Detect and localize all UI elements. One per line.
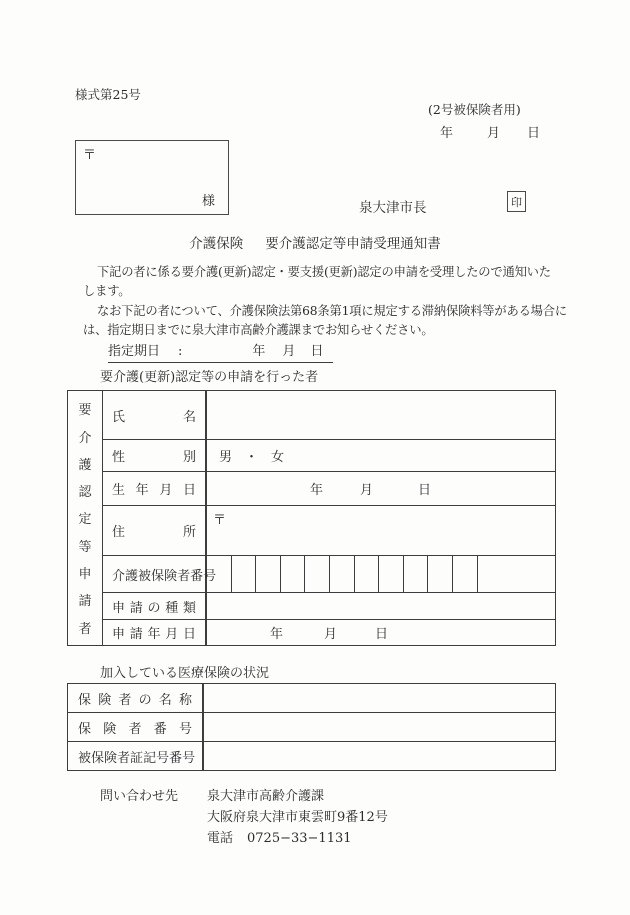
table-row-gender bbox=[103, 440, 555, 472]
insured-number-cells bbox=[207, 556, 555, 592]
header-date-day: 日 bbox=[527, 126, 541, 141]
insured-number-label-cell bbox=[103, 556, 217, 592]
contact-address: 大阪府泉大津市東雲町9番12号 bbox=[207, 810, 388, 825]
issuer-title: 泉大津市長 bbox=[359, 200, 427, 216]
insured-number-label: 介 護 被 保 険 者 番 号 bbox=[112, 568, 217, 584]
address-label-cell bbox=[103, 506, 207, 555]
table-row-application-type bbox=[103, 593, 555, 620]
table-row-address bbox=[103, 506, 555, 556]
deadline-line bbox=[108, 340, 333, 363]
contact-phone-line bbox=[207, 827, 352, 846]
body-paragraph1-line2: します。 bbox=[83, 284, 131, 298]
application-date-year: 年 bbox=[270, 627, 284, 642]
deadline-month: 月 bbox=[282, 344, 296, 359]
insured-number-cell bbox=[207, 556, 232, 592]
address-postal-mark-icon: 〒 bbox=[213, 513, 227, 528]
body-paragraph2-line2: は、指定期日までに泉大津市高齢介護課までお知らせください。 bbox=[83, 323, 434, 337]
deadline-day: 日 bbox=[310, 344, 324, 359]
contact-office: 泉大津市高齢介護課 bbox=[207, 789, 325, 804]
deadline-colon: : bbox=[178, 344, 183, 359]
header-date bbox=[440, 122, 540, 141]
name-label-cell bbox=[103, 391, 207, 439]
gender-value-cell bbox=[207, 440, 555, 471]
seal-stamp bbox=[507, 191, 526, 212]
insured-number-cell bbox=[428, 556, 453, 592]
header-date-year: 年 bbox=[440, 126, 454, 141]
insurance-table bbox=[67, 683, 556, 771]
name-label: 氏 名 bbox=[112, 409, 196, 425]
insurer-number-label-cell bbox=[68, 713, 204, 741]
header-date-month: 月 bbox=[487, 126, 501, 141]
application-type-label: 申 請 の 種 類 bbox=[112, 600, 196, 616]
application-type-value-cell bbox=[207, 593, 555, 619]
applicant-table bbox=[67, 390, 556, 646]
gender-label-cell bbox=[103, 440, 207, 471]
audience-note: (2号被保険者用) bbox=[428, 102, 521, 117]
application-date-label-cell bbox=[103, 620, 207, 645]
application-date-day: 日 bbox=[375, 627, 389, 642]
insured-number-cell bbox=[355, 556, 380, 592]
table-row-birthdate bbox=[103, 472, 555, 506]
gender-label: 性 別 bbox=[112, 450, 196, 465]
recipient-honorific: 様 bbox=[201, 194, 215, 209]
contact-phone-label: 電話 bbox=[207, 831, 234, 846]
insured-card-number-label-cell bbox=[68, 742, 204, 770]
birthdate-label-cell bbox=[103, 472, 207, 505]
applicant-table-side-label: 要 介 護 認 定 等 申 請 者 bbox=[78, 403, 92, 637]
body-paragraph1-line1: 下記の者に係る要介護(更新)認定・要支援(更新)認定の申請を受理したので通知いた bbox=[97, 265, 551, 279]
recipient-address-box bbox=[75, 140, 229, 215]
birthdate-label: 生 年 月 日 bbox=[112, 483, 196, 498]
insured-card-number-value-cell bbox=[204, 742, 555, 770]
application-date-value-cell bbox=[207, 620, 555, 645]
table-row-application-date bbox=[103, 620, 555, 645]
postal-mark-icon: 〒 bbox=[83, 148, 97, 163]
insurer-number-label: 保 険 者 番 号 bbox=[78, 721, 192, 737]
address-value-cell bbox=[207, 506, 555, 555]
birthdate-year: 年 bbox=[310, 483, 324, 498]
insured-number-cell bbox=[453, 556, 478, 592]
document-title-main: 要介護認定等申請受理通知書 bbox=[265, 236, 441, 252]
table-row-insurer-number bbox=[68, 713, 555, 742]
applicant-table-side-column bbox=[68, 391, 103, 645]
insured-number-value-cell bbox=[207, 556, 555, 592]
address-label: 住 所 bbox=[112, 525, 196, 540]
application-date-month: 月 bbox=[324, 627, 338, 642]
body-paragraph2-line1: なお下記の者について、介護保険法第68条第1項に規定する滞納保険料等がある場合に bbox=[97, 304, 567, 318]
insured-number-cell bbox=[379, 556, 404, 592]
table-row-insurer-name bbox=[68, 684, 555, 713]
name-value-cell bbox=[207, 391, 555, 439]
insurance-section-heading: 加入している医療保険の状況 bbox=[100, 666, 270, 681]
document-title bbox=[0, 232, 630, 252]
form-number: 様式第25号 bbox=[75, 87, 141, 102]
insured-number-cell bbox=[232, 556, 257, 592]
seal-character: 印 bbox=[511, 195, 522, 209]
insured-number-cell bbox=[330, 556, 355, 592]
contact-phone-number: 0725−33−1131 bbox=[247, 831, 352, 846]
insurer-name-label: 保 険 者 の 名 称 bbox=[78, 692, 192, 708]
insured-number-cell bbox=[305, 556, 330, 592]
contact-label: 問い合わせ先 bbox=[100, 789, 179, 804]
birthdate-month: 月 bbox=[360, 483, 374, 498]
applicant-section-heading: 要介護(更新)認定等の申請を行った者 bbox=[100, 370, 319, 385]
application-type-label-cell bbox=[103, 593, 207, 619]
insured-number-cell bbox=[256, 556, 281, 592]
insurer-name-label-cell bbox=[68, 684, 204, 712]
birthdate-value-cell bbox=[207, 472, 555, 505]
insurer-name-value-cell bbox=[204, 684, 555, 712]
document-title-prefix: 介護保険 bbox=[189, 236, 244, 252]
insurer-number-value-cell bbox=[204, 713, 555, 741]
birthdate-day: 日 bbox=[418, 483, 432, 498]
gender-options: 男 ・ 女 bbox=[219, 450, 285, 465]
table-row-insured-card-number bbox=[68, 742, 555, 770]
application-date-label: 申 請 年 月 日 bbox=[112, 627, 196, 642]
applicant-table-rows bbox=[103, 391, 555, 645]
deadline-label: 指定期日 bbox=[108, 344, 161, 359]
table-row-name bbox=[103, 391, 555, 440]
insured-number-cell bbox=[404, 556, 429, 592]
deadline-year: 年 bbox=[252, 344, 266, 359]
table-row-insured-number bbox=[103, 556, 555, 593]
insured-number-cell bbox=[281, 556, 306, 592]
insured-card-number-label: 被 保 険 者 証 記 号 番 号 bbox=[78, 750, 196, 766]
